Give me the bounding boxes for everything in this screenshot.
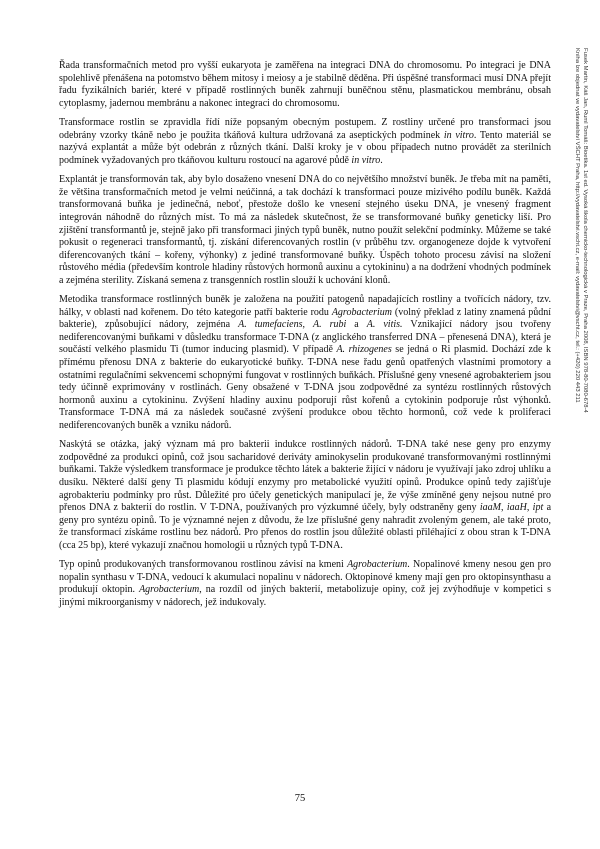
- text-run: .: [380, 154, 383, 166]
- paragraph: [59, 439, 551, 552]
- text-run: ,: [500, 502, 507, 514]
- text-run: . Nopalinové kmeny nesou gen pro nopalin synthasu v T-DNA, vedoucí k akumulaci nopalinu v nádorech. Oktopinové kmeny mají gen pro oktopinsynthasu a produkují oktopin.: [59, 559, 551, 596]
- text-run: ,: [302, 319, 313, 331]
- text-run: Explantát je transformován tak, aby bylo dosaženo vnesení DNA do co největšího množství buněk. Je třeba mít na paměti, že většina transformačních metod je velmi neúčinná, a tak dochází k transformaci pouze mizivého podílu buněk. Každá transformovaná buňka je jedinečná, neboť, přestože došlo ke vnesení stejného úseku DNA, je vnesený fragment integrován náhodně do různých míst. To má za následek skutečnost, že se transformované buňky geneticky liší. Pro zjištění transformantů je, stejně jako při transformaci jiných typů buněk, nutno použít selekční podmínky. Můžeme se také pokusit o regeneraci transformantů, tj. získání diferencovaných rostlin (v průběhu tzv. organogeneze dojde k vytvoření diferencovaných tkání – kořeny, výhonky) z jediné transformované buňky. Úspěch tohoto procesu závisí na složení růstového média (především kontrole hladiny růstových hormonů auxinu a cytokininu) a na dodržení vhodných podmínek a zejména sterility. Získaná semena z transgenních rostlin slouží k uchování klonů.: [59, 174, 551, 286]
- italic-term: iaaH: [506, 502, 527, 514]
- paragraph: [59, 559, 551, 609]
- italic-term: in vitro: [351, 154, 381, 166]
- text-run: a geny pro syntézu opinů. To je významné nejen z důvodu, že lze příslušné geny nahradit zvoleným genem, ale také proto, že transformací získáme rostlinu bez nádorů. Pro přenos do rostlin jsou důležité oblasti přiléhající z obou stran k T-DNA (cca 25 bp), které vykazují značnou homologii u různých typů T-DNA.: [59, 502, 552, 551]
- text-run: a: [346, 319, 367, 331]
- text-run: Metodika transformace rostlinných buněk je založena na použití patogenů napadajících rostliny a tvořících nádory, tzv. hálky, v oblasti nad kořenem. Do této kategorie patří bakterie rodu: [59, 294, 551, 318]
- italic-term: A. vitis.: [366, 319, 403, 331]
- text-run: Transformace rostlin se zpravidla řídí níže popsaným obecným postupem. Z rostliny určené pro transformaci jsou odebrány vzorky tkáně nebo je použita tkáňová kultura udržovaná za aseptických podmínek: [59, 117, 551, 141]
- text-run: Řada transformačních metod pro vyšší eukaryota je zaměřena na integraci DNA do chromosomu. Po integraci je DNA spolehlivě přenášena na potomstvo během mitosy i meiosy a je stabilně děděna. Při úspěšné transformaci musí DNA přejít řadu fyzikálních bariér, které v případě rostlinných buněk zahrnují buněčnou stěnu, plasmatickou membránu, obsah cytoplasmy, jadernou membránu a nakonec integraci do chromosomu.: [59, 60, 551, 109]
- text-run: Naskýtá se otázka, jaký význam má pro bakterii indukce rostlinných nádorů. T-DNA také nese geny pro enzymy zodpovědné za produkci opinů, což jsou sacharidové deriváty aminokyselin produkované transformovanými rostlinnými buňkami. Takže výsledkem transformace je produkce těchto látek a bakterie žijící v nádoru je využívají jako zdroj uhlíku a dusíku. Některé další geny Ti plasmidu kódují enzymy pro metabolické využití opinů. Produkce opinů tedy zajišťuje agrobakteriu podmínky pro růst. Důležité pro účely genetických manipulací je, že výše zmíněné geny nejsou nutné pro přenos DNA z bakterií do rostlin. V T-DNA, používaných pro výzkumné účely, byly odstraněny geny: [59, 439, 551, 514]
- paragraph: [59, 60, 551, 110]
- italic-term: A. rubi: [313, 319, 347, 331]
- text-run: ,: [526, 502, 533, 514]
- text-run: (volný překlad z latiny znamená půdní bakterie), způsobující nádory, zejména: [59, 306, 551, 331]
- italic-term: Agrobacterium: [139, 584, 200, 596]
- italic-term: A. rhizogenes: [336, 344, 392, 356]
- italic-term: iaaM: [479, 502, 501, 514]
- text-run: Vznikající nádory jsou tvořeny nediferencovanými buňkami v důsledku transformace T-DNA (z anglického transferred DNA – přenesená DNA), která je součástí velkého plasmidu Ti (tumor inducing plasmid). V případě: [59, 319, 552, 356]
- side-citation: [559, 48, 589, 608]
- text-run: Typ opinů produkovaných transformovanou rostlinou závisí na kmeni: [59, 559, 348, 571]
- italic-term: Agrobacterium: [331, 306, 392, 318]
- italic-term: A. tumefaciens: [238, 319, 303, 331]
- paragraph: [59, 174, 551, 287]
- text-run: . Tento materiál se nazývá explantát a může být odebrán z různých tkání. Další kroky je v obou případech nutno provádět za sterilních podmínek vyžadovaných pro tkáňovou kulturu rostoucí na agarové půdě: [59, 129, 552, 166]
- text-run: , na rozdíl od jiných bakterií, metabolizuje opiny, což jej zvýhodňuje v kompetici s jinými mikroorganismy v nádorech, jež indukovaly.: [59, 584, 551, 608]
- italic-term: in vitro: [443, 129, 474, 141]
- paragraph: [59, 294, 551, 432]
- text-run: se jedná o Ri plasmid. Dochází zde k přímému přenosu DNA z bakterie do eukaryotické buňky. T-DNA nese řadu genů opatřených vlastními promotory a ostatními regulačními sekvencemi schopnými fungovat v rostlinných buňkách. Příslušné geny vnesené agrobakteriem jsou tedy účinně exprimovány v rostlinách. Geny obsažené v T-DNA jsou zodpovědné za syntézu rostlinných růstových hormonů auxinu a cytokininu. Zvýšení hladiny auxinu podporují růst kořenů a cytokinin podporuje růst výhonků. Transformace T-DNA má za následek současné zvýšení produkce obou těchto hormonů, což vede k proliferaci nediferencovaných buněk a vzniku nádorů.: [59, 344, 551, 431]
- publisher-line: Kniha lze objednat ve vydavatelství VŠCHT Praha, http://vydavatelstvi.vscht.cz, e-mail: vydavatelstvi@vscht.cz, tel.: (+420) 220 443 211: [574, 48, 580, 403]
- main-text: [59, 60, 551, 616]
- italic-term: Agrobacterium: [347, 559, 408, 571]
- page-number: 75: [294, 793, 306, 804]
- paragraph: [59, 117, 551, 167]
- citation-line: Fusek Martin, Káš Jan, Ruml Tomáš: Bioetika. 1st ed. Vysoká škola chemicko-technologická v Praze, Praha 2008, ISBN 978-80-7080-678-4: [582, 48, 588, 413]
- italic-term: ipt: [532, 502, 544, 514]
